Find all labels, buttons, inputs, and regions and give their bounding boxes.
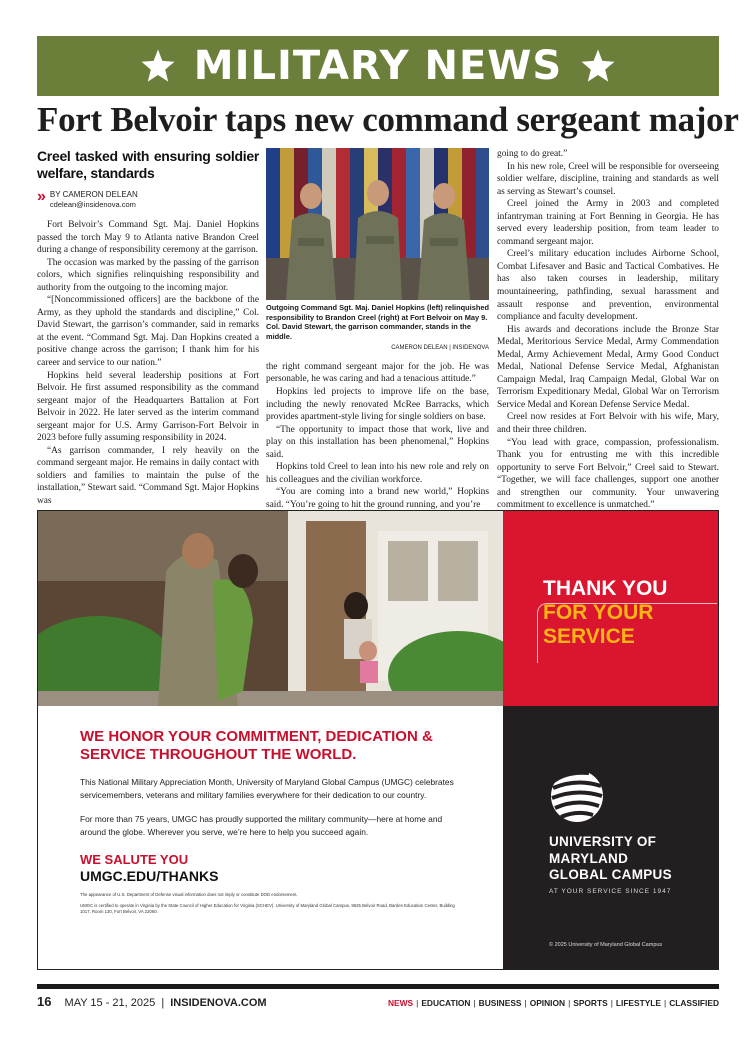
- section-nav: NEWS | EDUCATION | BUSINESS | OPINION | SPORTS | LIFESTYLE | CLASSIFIED: [388, 998, 719, 1008]
- article-column-1: [37, 148, 259, 508]
- paragraph: In his new role, Creel will be responsible for overseeing soldier welfare, discipline, training and standards as well as serving as Stewart’s counsel.: [497, 161, 719, 197]
- paragraph: His awards and decorations include the Bronze Star Medal, Meritorious Service Medal, Army Commendation Medal, Army Achievement Medal, Army Good Conduct Medal, National Defense Service Medal, Afghanistan Campaign Medal, Iraq Campaign Medal, Global War on Terrorism Expeditionary Medal, Global War on Terrorism Service Medal and Korean Defense Service Medal.: [497, 324, 719, 410]
- ad-url-link[interactable]: UMGC.EDU/THANKS: [80, 868, 219, 885]
- page-number: 16: [37, 994, 52, 1009]
- ad-thanks-line-2: FOR YOUR: [543, 601, 654, 624]
- footer-rule: [37, 984, 719, 989]
- ad-logo-panel: [503, 706, 719, 970]
- umgc-advertisement[interactable]: [37, 510, 719, 970]
- paragraph: going to do great.”: [497, 149, 568, 159]
- page-footer: 16 MAY 15 - 21, 2025 | INSIDENOVA.COM NEWS | EDUCATION | BUSINESS | OPINION | SPORTS | LIFESTYLE | CLASSIFIED: [37, 994, 719, 1009]
- article-column-3: [497, 148, 719, 512]
- issue-date: MAY 15 - 21, 2025: [64, 997, 156, 1009]
- section-classified[interactable]: CLASSIFIED: [669, 998, 719, 1008]
- section-title: MILITARY NEWS: [193, 43, 563, 89]
- paragraph: Creel now resides at Fort Belvoir with his wife, Mary, and their three children.: [497, 412, 719, 436]
- paragraph: Fort Belvoir’s Command Sgt. Maj. Daniel Hopkins passed the torch May 9 to Atlanta native Brandon Creel during a change of responsibility ceremony at the garrison.: [37, 220, 259, 256]
- photo-caption: Outgoing Command Sgt. Maj. Daniel Hopkins (left) relinquished responsibility to Brandon Creel (right) at Fort Belvoir on May 9. Col. David Stewart, the garrison commander, stands in the middle.: [266, 303, 489, 341]
- article-column-2: [266, 148, 489, 511]
- paragraph: Hopkins led projects to improve life on the base, including the newly renovated McRee Barracks, which provides apartment-style living for single soldiers on base.: [266, 387, 489, 423]
- section-news[interactable]: NEWS: [388, 998, 414, 1008]
- paragraph: The occasion was marked by the passing of the garrison colors, which signifies relinquishing responsibility and authority from the outgoing to the incoming major.: [37, 257, 259, 293]
- section-lifestyle[interactable]: LIFESTYLE: [615, 998, 662, 1008]
- ad-salute: WE SALUTE YOU: [80, 852, 189, 868]
- section-sports[interactable]: SPORTS: [573, 998, 608, 1008]
- umgc-globe-logo-icon: [549, 768, 605, 824]
- paragraph: “As garrison commander, I rely heavily on the command sergeant major. He remains in daily contact with soldiers and families to maintain the pulse of the installation,” Stewart said. “Command Sgt. Major Hopkins was: [37, 445, 259, 507]
- byline-email[interactable]: cdelean@insidenova.com: [49, 200, 136, 209]
- ad-university-name: UNIVERSITY OF MARYLAND GLOBAL CAMPUS: [549, 834, 672, 882]
- ad-paragraph: For more than 75 years, UMGC has proudly supported the military community—here at home and around the globe. Wherever you serve, we’re here to help you succeed again.: [80, 814, 443, 837]
- ad-fine-print: The appearance of U.S. Department of Defense visual information does not imply or constitute DOD endorsement.: [80, 892, 298, 898]
- photo-credit: CAMERON DELEAN | INSIDENOVA: [391, 345, 489, 352]
- paragraph: “You are coming into a brand new world,” Hopkins said. “You’re going to hit the ground running, and you’re: [266, 487, 489, 510]
- paragraph: “The opportunity to impact those that work, live and play on this installation has been phenomenal,” Hopkins said.: [266, 424, 489, 460]
- ad-paragraph: This National Military Appreciation Month, University of Maryland Global Campus (UMGC) celebrates servicemembers, veterans and military families everywhere for their dedication to our country.: [80, 777, 454, 800]
- section-banner: [37, 36, 719, 96]
- paragraph: Creel joined the Army in 2003 and completed infantryman training at Fort Benning in Georgia. He has served every leadership position, from team leader to command sergeant major.: [497, 199, 719, 247]
- ad-family-photo: [38, 511, 503, 706]
- ceremony-photo: [266, 148, 489, 300]
- ad-tagline: AT YOUR SERVICE SINCE 1947: [549, 888, 672, 895]
- paragraph: “[Noncommissioned officers] are the backbone of the Army, as they uphold the standards and discipline,” Col. David Stewart, the garrison’s commander, said in remarks at the event. “Command Sgt. Maj. Dan Hopkins created a positive change across the garrison; I thank him for his career and service to our nation.”: [37, 295, 259, 369]
- byline: [37, 190, 259, 209]
- ad-thanks-line-1: THANK YOU: [543, 577, 668, 600]
- paragraph: Hopkins told Creel to lean into his new role and rely on his colleagues and the civilian workforce.: [266, 462, 489, 485]
- paragraph: “You lead with grace, compassion, professionalism. Thank you for entrusting me with this incredible opportunity to serve Fort Belvoir,” Creel said to Stewart. “Together, we will face challenges, support one another and strengthen our community. Your unwavering commitment to excellence is unmatched.”: [497, 437, 719, 511]
- ad-thanks-line-3: SERVICE: [543, 625, 635, 648]
- paragraph: the right command sergeant major for the job. He was personable, he was caring and had a tenacious attitude.”: [266, 361, 489, 385]
- ad-headline: WE HONOR YOUR COMMITMENT, DEDICATION & SERVICE THROUGHOUT THE WORLD.: [80, 728, 433, 763]
- ad-fine-print: UMGC is certified to operate in Virginia by the State Council of Higher Education for Virginia (SCHEV). University of Maryland Global Campus, 9625 Belvoir Road, Barden Education Center, Building 1017, Room 130, Fort Belvoir, VA 22060.: [80, 902, 455, 914]
- section-business[interactable]: BUSINESS: [478, 998, 522, 1008]
- star-icon: [140, 48, 176, 84]
- paragraph: Hopkins held several leadership positions at Fort Belvoir. He first assumed responsibility as the command sergeant major of the Headquarters Battalion at Fort Belvoir in 2022. He later served as the interim command sergeant major for U.S. Army Garrison-Fort Belvoir in 2023 before fully assuming responsibility in 2024.: [37, 370, 259, 444]
- section-education[interactable]: EDUCATION: [421, 998, 471, 1008]
- chevron-right-icon: »: [37, 188, 46, 205]
- article-subhead: Creel tasked with ensuring soldier welfare, standards: [37, 148, 259, 181]
- paragraph: Creel’s military education includes Airborne School, Combat Lifesaver and Basic and Tactical Combatives. He has also taken courses in leadership, military mountaineering, pathfinding, sexual harassment and assault response and prevention, environmental compliance and faculty development.: [497, 249, 719, 323]
- section-opinion[interactable]: OPINION: [529, 998, 566, 1008]
- star-icon: [580, 48, 616, 84]
- byline-author: BY CAMERON DELEAN: [49, 190, 138, 199]
- ad-thank-you-panel: [503, 511, 719, 706]
- article-headline: Fort Belvoir taps new command sergeant major: [37, 100, 739, 139]
- ad-copy-panel: [38, 706, 503, 970]
- site-name[interactable]: INSIDENOVA.COM: [170, 997, 267, 1009]
- ad-copyright: © 2025 University of Maryland Global Campus: [549, 942, 663, 948]
